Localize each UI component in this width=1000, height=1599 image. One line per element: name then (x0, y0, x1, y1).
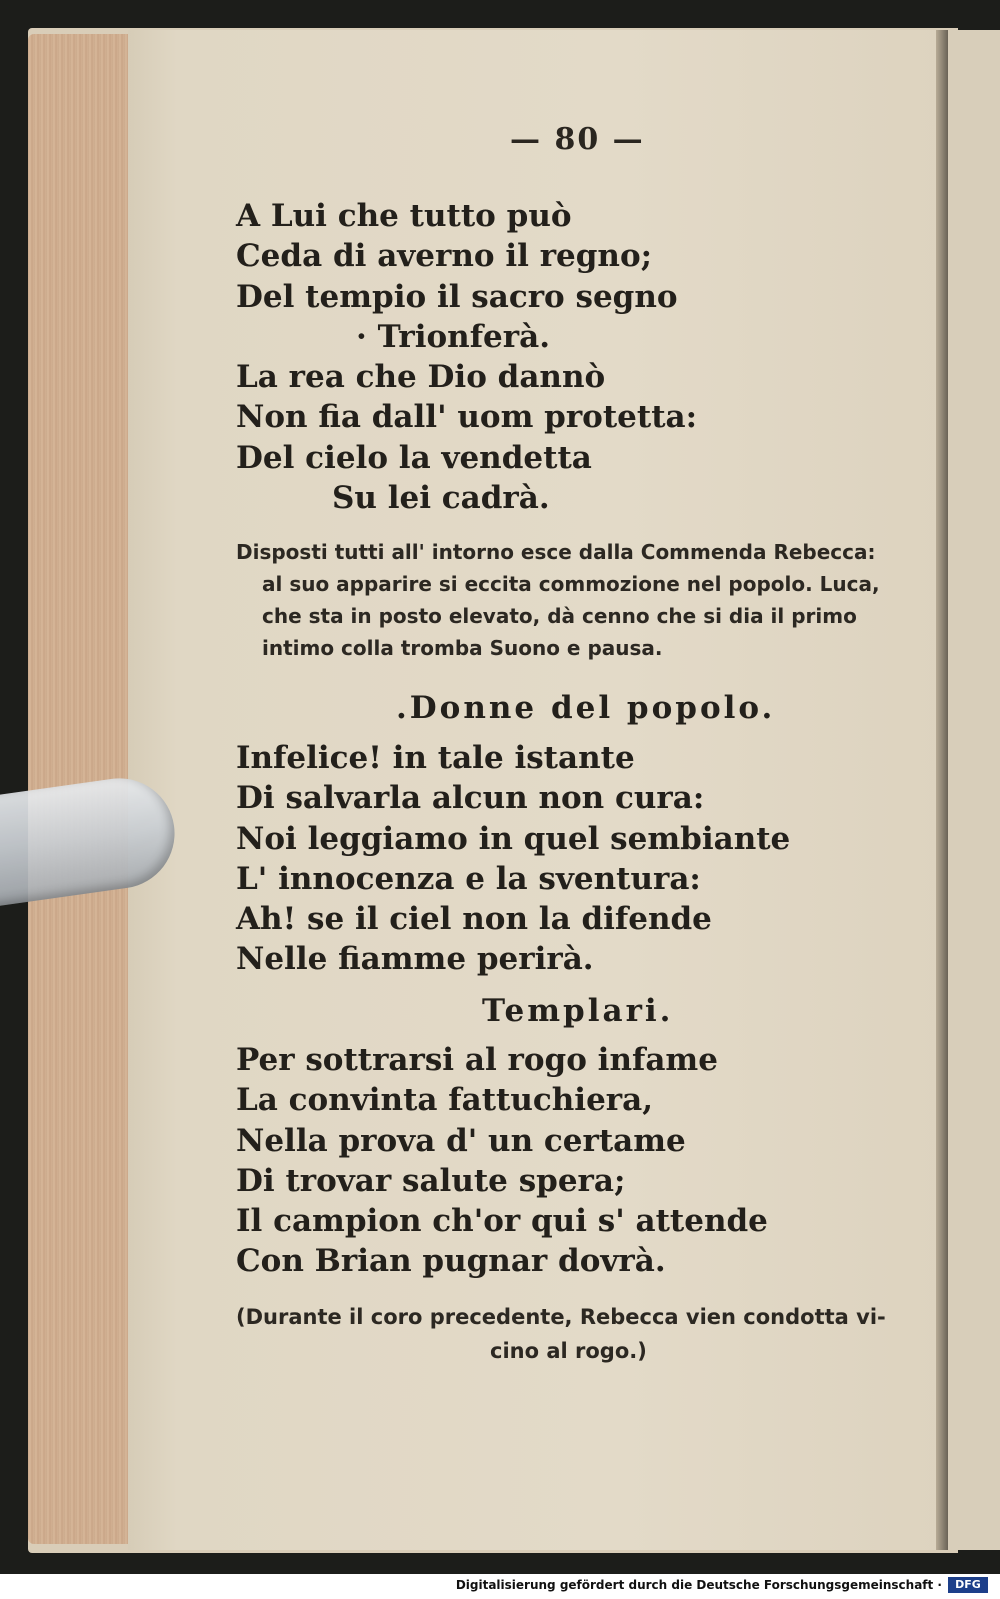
stage-line: che sta in posto elevato, dà cenno che si dia il primo (262, 604, 857, 628)
verse-line: Infelice! in tale istante (236, 740, 635, 776)
stage-line: cino al rogo.) (490, 1339, 647, 1363)
stage-direction (236, 536, 926, 664)
speaker-heading: .Donne del popolo. (396, 690, 776, 726)
page-number: — 80 — (510, 122, 645, 157)
verse-line: Non fia dall' uom protetta: (236, 399, 698, 436)
verse-line: Ceda di averno il regno; (236, 238, 653, 275)
verse-line: Ah! se il ciel non la difende (236, 901, 712, 938)
verse-block-2 (236, 738, 790, 980)
stage-line: intimo colla tromba Suono e pausa. (262, 636, 663, 660)
dfg-logo-icon: DFG (948, 1577, 988, 1593)
speaker-heading: Templari. (482, 993, 674, 1029)
stage-line: al suo apparire si eccita commozione nel popolo. Luca, (262, 572, 880, 596)
verse-line: Di trovar salute spera; (236, 1162, 626, 1199)
verse-block-3 (236, 1040, 768, 1282)
verse-block-1 (236, 196, 697, 518)
verse-line: · Trionferà. (356, 318, 550, 355)
closing-stage-direction (236, 1300, 916, 1368)
stage-line: Disposti tutti all' intorno esce dalla Commenda Rebecca: (236, 540, 876, 564)
verse-line: Nelle fiamme perirà. (236, 941, 594, 978)
verse-line: Su lei cadrà. (332, 480, 550, 517)
verse-line: Del tempio il sacro segno (236, 278, 678, 315)
verse-line: Del cielo la vendetta (236, 439, 592, 476)
verse-line: Noi leggiamo in quel sembiante (236, 820, 791, 857)
verse-line: L' innocenza e la sventura: (236, 860, 701, 897)
verse-line: Con Brian pugnar dovrà. (236, 1243, 666, 1280)
verse-line: La rea che Dio dannò (236, 359, 606, 396)
stage-line: (Durante il coro precedente, Rebecca vien condotta vi- (236, 1305, 886, 1329)
verse-line: Per sottrarsi al rogo infame (236, 1042, 718, 1078)
verse-line: Nella prova d' un certame (236, 1122, 686, 1159)
verse-line: A Lui che tutto può (236, 198, 572, 234)
verse-line: Di salvarla alcun non cura: (236, 780, 705, 817)
footer-credit: Digitalisierung gefördert durch die Deutsche Forschungsgemeinschaft · (455, 1578, 942, 1592)
verse-line: Il campion ch'or qui s' attende (236, 1203, 768, 1240)
verse-line: La convinta fattuchiera, (236, 1082, 654, 1119)
